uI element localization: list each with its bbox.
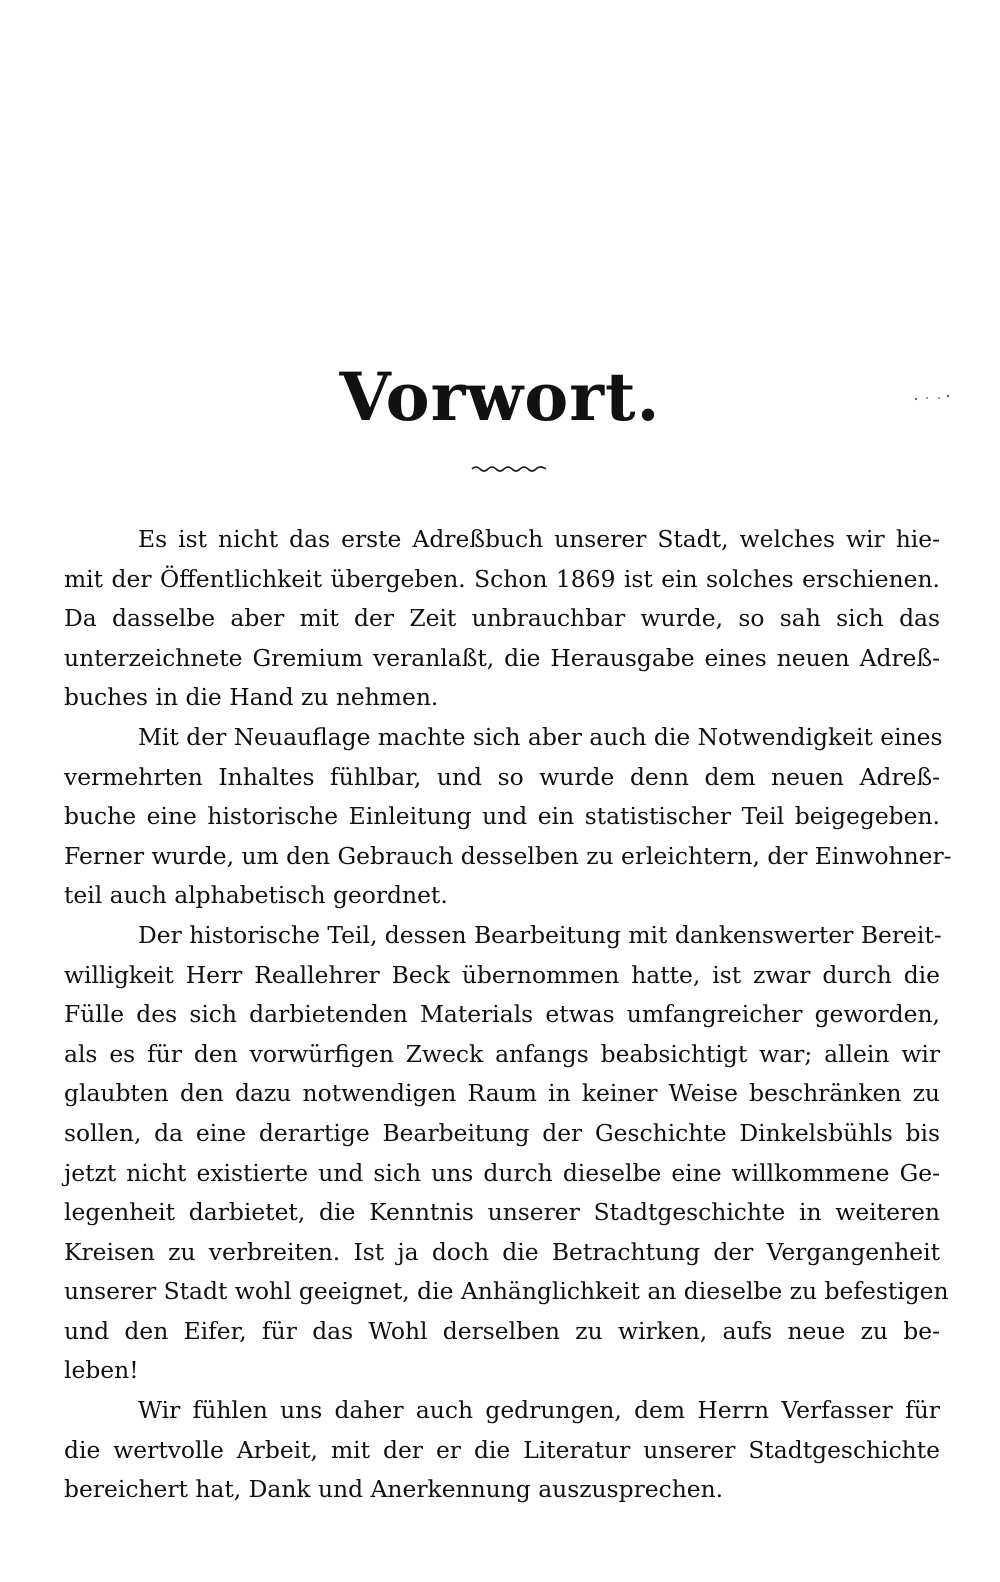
text-line: mit der Öffentlichkeit übergeben. Schon 1869 ist ein solches erschienen. xyxy=(64,564,940,593)
print-specks xyxy=(912,392,952,404)
text-line: legenheit darbietet, die Kenntnis unserer Stadtgeschichte in weiteren xyxy=(64,1198,940,1227)
text-line: und den Eifer, für das Wohl derselben zu wirken, aufs neue zu be- xyxy=(64,1316,940,1345)
title-ornament-rule xyxy=(470,462,548,476)
text-line: die wertvolle Arbeit, mit der er die Literatur unserer Stadtgeschichte xyxy=(64,1435,940,1464)
text-line: Fülle des sich darbietenden Materials etwas umfangreicher geworden, xyxy=(64,1000,940,1029)
text-line: buche eine historische Einleitung und ein statistischer Teil beigegeben. xyxy=(64,802,940,831)
text-line: Es ist nicht das erste Adreßbuch unserer Stadt, welches wir hie- xyxy=(138,525,940,553)
text-line: willigkeit Herr Reallehrer Beck übernommen hatte, ist zwar durch die xyxy=(64,960,940,989)
text-line: bereichert hat, Dank und Anerkennung auszusprechen. xyxy=(64,1475,724,1504)
text-line: teil auch alphabetisch geordnet. xyxy=(64,881,448,910)
text-line: Kreisen zu verbreiten. Ist ja doch die Betrachtung der Vergangenheit xyxy=(64,1237,940,1266)
text-line: unterzeichnete Gremium veranlaßt, die Herausgabe eines neuen Adreß- xyxy=(64,643,940,672)
text-line: jetzt nicht existierte und sich uns durch dieselbe eine willkommene Ge- xyxy=(64,1158,940,1187)
text-line: als es für den vorwürfigen Zweck anfangs beabsichtigt war; allein wir xyxy=(64,1039,940,1068)
text-line: unserer Stadt wohl geeignet, die Anhänglichkeit an dieselbe zu befestigen xyxy=(64,1277,949,1306)
text-line: Ferner wurde, um den Gebrauch desselben zu erleichtern, der Einwohner- xyxy=(64,841,952,870)
text-line: Wir fühlen uns daher auch gedrungen, dem Herrn Verfasser für xyxy=(138,1396,940,1425)
text-line: Mit der Neuauflage machte sich aber auch die Notwendigkeit eines xyxy=(138,722,943,751)
text-line: glaubten den dazu notwendigen Raum in keiner Weise beschränken zu xyxy=(64,1079,940,1108)
text-line: Da dasselbe aber mit der Zeit unbrauchbar wurde, so sah sich das xyxy=(64,604,940,633)
page-title: Vorwort. xyxy=(339,358,661,436)
text-line: vermehrten Inhaltes fühlbar, und so wurde denn dem neuen Adreß- xyxy=(64,762,940,791)
text-line: Der historische Teil, dessen Bearbeitung mit dankenswerter Bereit- xyxy=(138,920,942,949)
text-line: buches in die Hand zu nehmen. xyxy=(64,683,439,712)
text-line: leben! xyxy=(64,1356,139,1385)
body-text xyxy=(64,520,952,1510)
text-line: sollen, da eine derartige Bearbeitung der Geschichte Dinkelsbühls bis xyxy=(64,1118,940,1147)
